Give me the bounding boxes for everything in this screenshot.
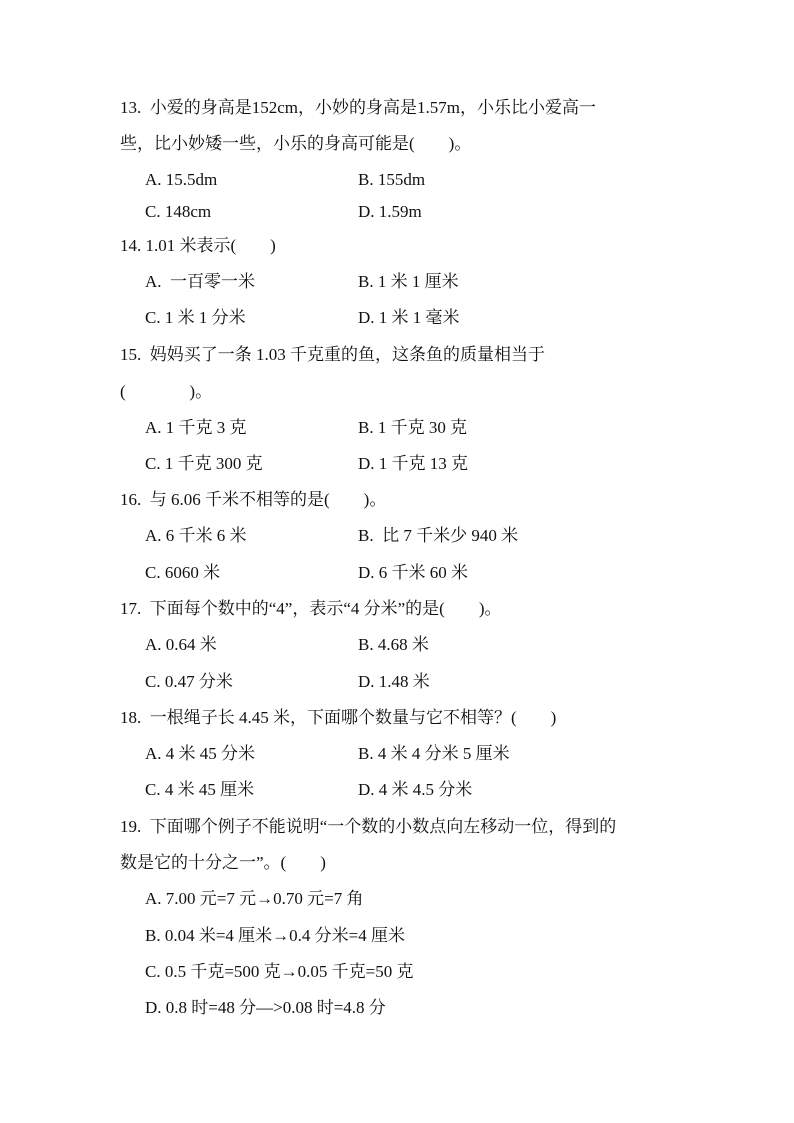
- option-d: D. 1.59m: [358, 202, 422, 221]
- question-text: 一根绳子长 4.45 米，下面哪个数量与它不相等？( ): [149, 708, 557, 727]
- option-d: D. 1.48 米: [358, 672, 430, 691]
- question-number: 13.: [120, 98, 142, 117]
- question-15-line-2: ( )。: [120, 382, 213, 401]
- question-number: 16.: [120, 490, 142, 509]
- option-a: A. 1 千克 3 克: [145, 418, 247, 437]
- question-number: 14.: [120, 236, 142, 255]
- question-text: 妈妈买了一条 1.03 千克重的鱼，这条鱼的质量相当于: [149, 345, 545, 364]
- question-text: 下面哪个例子不能说明“一个数的小数点向左移动一位，得到的: [149, 817, 617, 836]
- option-d: D. 0.8 时=48 分—>0.08 时=4.8 分: [145, 998, 386, 1017]
- option-c: C. 148cm: [145, 202, 212, 221]
- option-c: C. 4 米 45 厘米: [145, 780, 255, 799]
- option-b: B. 155dm: [358, 170, 426, 189]
- question-16-line-1: [120, 490, 386, 510]
- question-13-line-2: 些，比小妙矮一些，小乐的身高可能是( )。: [120, 134, 472, 153]
- question-text: 1.01 米表示( ): [145, 236, 276, 255]
- question-number: 15.: [120, 345, 142, 364]
- option-b: B. 4.68 米: [358, 635, 429, 654]
- option-a: A. 0.64 米: [145, 635, 217, 654]
- option-a: A. 一百零一米: [145, 272, 256, 291]
- question-14-line-1: [120, 236, 276, 256]
- option-c: C. 0.47 分米: [145, 672, 233, 691]
- option-c: C. 6060 米: [145, 563, 221, 582]
- question-13-line-1: [120, 98, 596, 118]
- option-a: A. 7.00 元=7 元→0.70 元=7 角: [145, 889, 364, 908]
- option-c: C. 1 千克 300 克: [145, 454, 263, 473]
- question-18-line-1: [120, 708, 556, 728]
- option-d: D. 1 千克 13 克: [358, 454, 469, 473]
- option-d: D. 1 米 1 毫米: [358, 308, 460, 327]
- question-text: 下面每个数中的“4”，表示“4 分米”的是( )。: [149, 599, 502, 618]
- question-17-line-1: [120, 599, 502, 619]
- option-d: D. 4 米 4.5 分米: [358, 780, 473, 799]
- option-b: B. 比 7 千米少 940 米: [358, 526, 519, 545]
- option-b: B. 0.04 米=4 厘米→0.4 分米=4 厘米: [145, 926, 406, 945]
- option-a: A. 15.5dm: [145, 170, 218, 189]
- option-b: B. 1 千克 30 克: [358, 418, 468, 437]
- option-b: B. 4 米 4 分米 5 厘米: [358, 744, 510, 763]
- question-number: 18.: [120, 708, 142, 727]
- question-19-line-1: [120, 817, 616, 837]
- option-a: A. 6 千米 6 米: [145, 526, 247, 545]
- question-15-line-1: [120, 345, 545, 365]
- option-b: B. 1 米 1 厘米: [358, 272, 459, 291]
- option-d: D. 6 千米 60 米: [358, 563, 469, 582]
- question-number: 17.: [120, 599, 142, 618]
- option-a: A. 4 米 45 分米: [145, 744, 256, 763]
- question-number: 19.: [120, 817, 142, 836]
- question-text: 与 6.06 千米不相等的是( )。: [149, 490, 387, 509]
- question-text: 小爱的身高是152cm，小妙的身高是1.57m，小乐比小爱高一: [149, 98, 596, 117]
- option-c: C. 1 米 1 分米: [145, 308, 246, 327]
- option-c: C. 0.5 千克=500 克→0.05 千克=50 克: [145, 962, 414, 981]
- question-19-line-2: 数是它的十分之一”。( ): [120, 853, 326, 872]
